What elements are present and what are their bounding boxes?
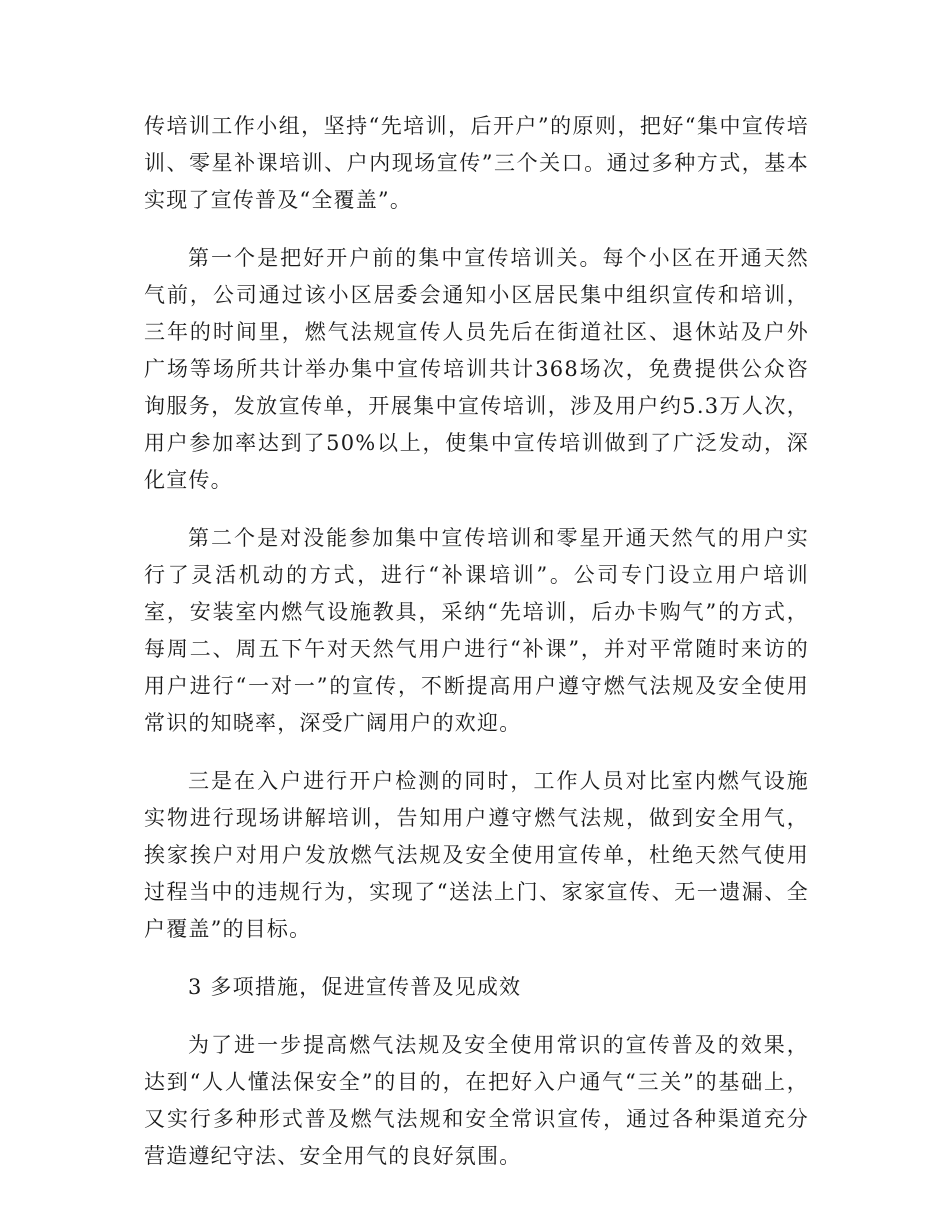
paragraph-onsite-training: 三是在入户进行开户检测的同时，工作人员对比室内燃气设施实物进行现场讲解培训，告知用户遵守燃气法规，做到安全用气，挨家挨户对用户发放燃气法规及安全使用宣传单，杜绝天然气使用过程当中的违规行为，实现了“送法上门、家家宣传、无一遗漏、全户覆盖”的目标。	[144, 769, 809, 941]
paragraph-closing: 为了进一步提高燃气法规及安全使用常识的宣传普及的效果，达到“人人懂法保安全”的目的，在把好入户通气“三关”的基础上，又实行多种形式普及燃气法规和安全常识宣传，通过各种渠道充分营造遵纪守法、安全用气的良好氛围。	[144, 1033, 809, 1168]
paragraph-intro: 传培训工作小组，坚持“先培训，后开户”的原则，把好“集中宣传培训、零星补课培训、户内现场宣传”三个关口。通过多种方式，基本实现了宣传普及“全覆盖”。	[144, 114, 809, 212]
paragraph-makeup-training: 第二个是对没能参加集中宣传培训和零星开通天然气的用户实行了灵活机动的方式，进行“补课培训”。公司专门设立用户培训室，安装室内燃气设施教具，采纳“先培训，后办卡购气”的方式，每周二、周五下午对天然气用户进行“补课”，并对平常随时来访的用户进行“一对一”的宣传，不断提高用户遵守燃气法规及安全使用常识的知晓率，深受广阔用户的欢迎。	[144, 526, 809, 735]
paragraph-collective-training: 第一个是把好开户前的集中宣传培训关。每个小区在开通天然气前，公司通过该小区居委会通知小区居民集中组织宣传和培训，三年的时间里，燃气法规宣传人员先后在街道社区、退休站及户外广场等场所共计举办集中宣传培训共计368场次，免费提供公众咨询服务，发放宣传单，开展集中宣传培训，涉及用户约5.3万人次，用户参加率达到了50%以上，使集中宣传培训做到了广泛发动，深化宣传。	[144, 246, 809, 492]
document-page	[144, 108, 809, 1196]
section-heading: 3 多项措施，促进宣传普及见成效	[188, 975, 522, 999]
